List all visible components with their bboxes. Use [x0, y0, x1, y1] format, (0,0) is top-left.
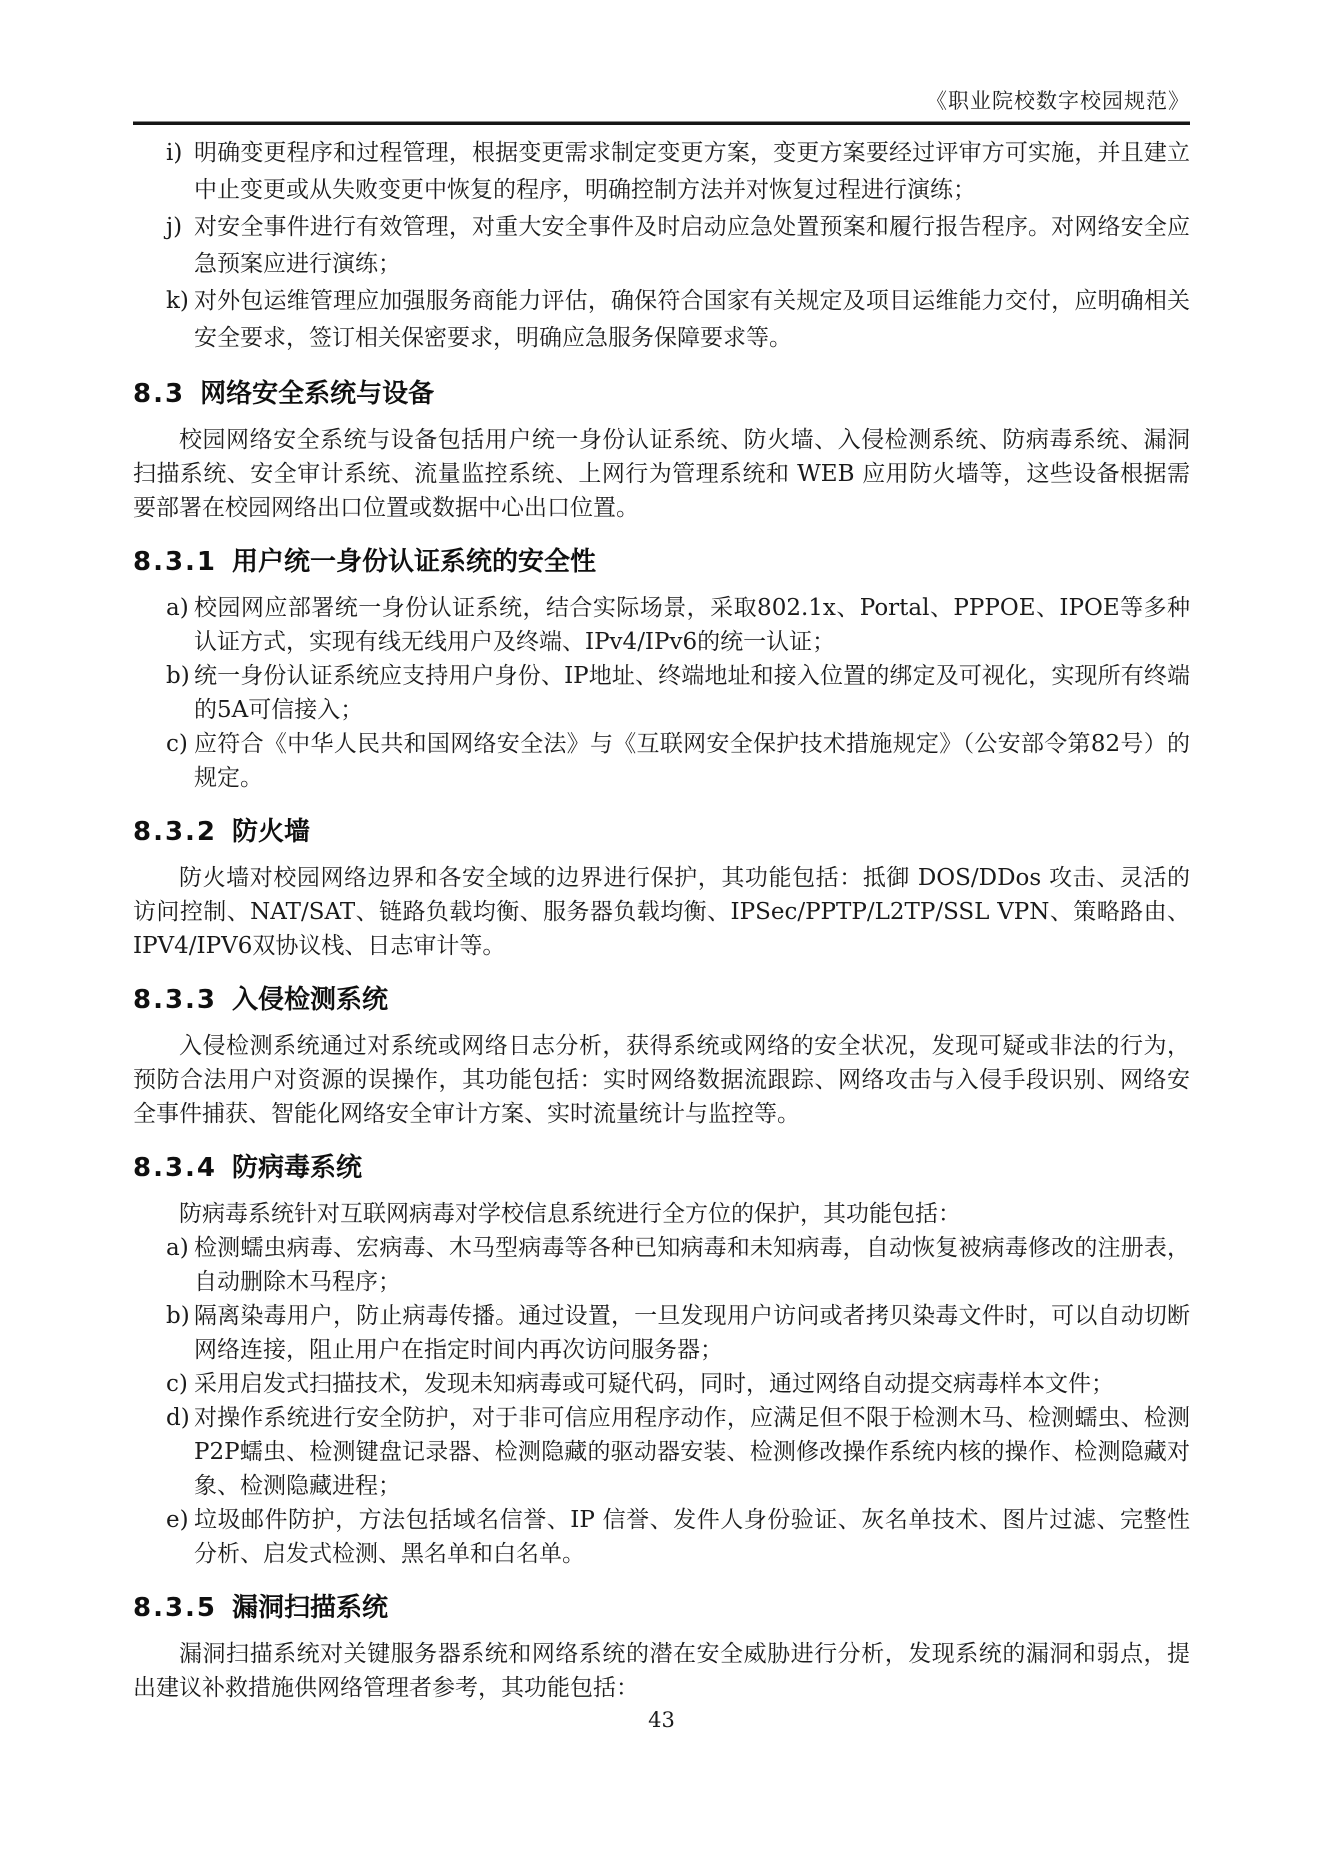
clause-item-a — [133, 1231, 1190, 1299]
section-title: 网络安全系统与设备 — [200, 379, 435, 409]
clause-text: 采用启发式扫描技术，发现未知病毒或可疑代码，同时，通过网络自动提交病毒样本文件； — [194, 1371, 1114, 1397]
section-8-3-4-heading — [133, 1153, 1190, 1183]
section-8-3-5-paragraph: 漏洞扫描系统对关键服务器系统和网络系统的潜在安全威胁进行分析，发现系统的漏洞和弱点，提出建议补救措施供网络管理者参考，其功能包括： — [133, 1641, 1190, 1701]
clause-list-i-k — [133, 135, 1190, 357]
clause-label: k) — [166, 288, 189, 314]
section-8-3-3-heading — [133, 985, 1190, 1015]
section-number: 8.3.5 — [133, 1593, 218, 1623]
section-title: 入侵检测系统 — [232, 985, 389, 1015]
section-8-3-5-heading — [133, 1593, 1190, 1623]
section-8-3-3-paragraph: 入侵检测系统通过对系统或网络日志分析，获得系统或网络的安全状况，发现可疑或非法的行为，预防合法用户对资源的误操作，其功能包括：实时网络数据流跟踪、网络攻击与入侵手段识别、网络安全事件捕获、智能化网络安全审计方案、实时流量统计与监控等。 — [133, 1033, 1190, 1127]
section-number: 8.3.2 — [133, 817, 218, 847]
clause-label: a) — [166, 1235, 189, 1261]
clause-item-c — [133, 1367, 1190, 1401]
clause-item-a — [133, 591, 1190, 659]
clause-list-8-3-1 — [133, 591, 1190, 795]
clause-label: c) — [166, 731, 188, 757]
clause-label: a) — [166, 595, 189, 621]
section-title: 防病毒系统 — [232, 1153, 363, 1183]
clause-label: j) — [166, 214, 183, 240]
section-title: 防火墙 — [232, 817, 311, 847]
clause-list-8-3-4 — [133, 1231, 1190, 1571]
section-number: 8.3.3 — [133, 985, 218, 1015]
section-8-3-2-heading — [133, 817, 1190, 847]
clause-text: 明确变更程序和过程管理，根据变更需求制定变更方案，变更方案要经过评审方可实施，并且建立中止变更或从失败变更中恢复的程序，明确控制方法并对恢复过程进行演练； — [194, 140, 1190, 203]
section-8-3-paragraph: 校园网络安全系统与设备包括用户统一身份认证系统、防火墙、入侵检测系统、防病毒系统、漏洞扫描系统、安全审计系统、流量监控系统、上网行为管理系统和 WEB 应用防火墙等，这些设备根据需要部署在校园网络出口位置或数据中心出口位置。 — [133, 427, 1190, 521]
section-number: 8.3.4 — [133, 1153, 218, 1183]
clause-item-k — [133, 283, 1190, 357]
clause-label: e) — [166, 1507, 189, 1533]
clause-text: 垃圾邮件防护，方法包括域名信誉、IP 信誉、发件人身份验证、灰名单技术、图片过滤、完整性分析、启发式检测、黑名单和白名单。 — [194, 1507, 1190, 1567]
clause-text: 对安全事件进行有效管理，对重大安全事件及时启动应急处置预案和履行报告程序。对网络安全应急预案应进行演练； — [194, 214, 1190, 277]
clause-text: 检测蠕虫病毒、宏病毒、木马型病毒等各种已知病毒和未知病毒，自动恢复被病毒修改的注册表，自动删除木马程序； — [194, 1235, 1190, 1295]
clause-label: b) — [166, 663, 190, 689]
section-8-3-2-paragraph: 防火墙对校园网络边界和各安全域的边界进行保护，其功能包括：抵御 DOS/DDos 攻击、灵活的访问控制、NAT/SAT、链路负载均衡、服务器负载均衡、IPSec/PPTP/L2TP/SSL VPN、策略路由、IPV4/IPV6双协议栈、日志审计等。 — [133, 865, 1190, 959]
section-8-3-heading — [133, 379, 1190, 409]
clause-label: i) — [166, 140, 183, 166]
clause-text: 对操作系统进行安全防护，对于非可信应用程序动作，应满足但不限于检测木马、检测蠕虫、检测P2P蠕虫、检测键盘记录器、检测隐藏的驱动器安装、检测修改操作系统内核的操作、检测隐藏对象、检测隐藏进程； — [194, 1405, 1190, 1499]
section-8-3-1-heading — [133, 547, 1190, 577]
section-8-3-4-intro: 防病毒系统针对互联网病毒对学校信息系统进行全方位的保护，其功能包括： — [179, 1201, 961, 1227]
clause-label: d) — [166, 1405, 190, 1431]
clause-text: 统一身份认证系统应支持用户身份、IP地址、终端地址和接入位置的绑定及可视化，实现所有终端的5A可信接入； — [194, 663, 1190, 723]
header-rule — [133, 121, 1190, 125]
clause-label: c) — [166, 1371, 188, 1397]
clause-item-i — [133, 135, 1190, 209]
clause-item-c — [133, 727, 1190, 795]
clause-text: 对外包运维管理应加强服务商能力评估，确保符合国家有关规定及项目运维能力交付，应明确相关安全要求，签订相关保密要求，明确应急服务保障要求等。 — [194, 288, 1190, 351]
page-number: 43 — [648, 1708, 675, 1732]
page-header — [133, 88, 1190, 125]
clause-item-j — [133, 209, 1190, 283]
section-title: 用户统一身份认证系统的安全性 — [232, 547, 597, 577]
clause-item-e — [133, 1503, 1190, 1571]
section-number: 8.3.1 — [133, 547, 218, 577]
clause-text: 校园网应部署统一身份认证系统，结合实际场景，采取802.1x、Portal、PPPOE、IPOE等多种认证方式，实现有线无线用户及终端、IPv4/IPv6的统一认证； — [194, 595, 1190, 655]
section-title: 漏洞扫描系统 — [232, 1593, 389, 1623]
clause-item-b — [133, 1299, 1190, 1367]
clause-item-d — [133, 1401, 1190, 1503]
clause-text: 应符合《中华人民共和国网络安全法》与《互联网安全保护技术措施规定》（公安部令第82号）的规定。 — [194, 731, 1190, 791]
header-title: 《职业院校数字校园规范》 — [926, 89, 1190, 113]
clause-item-b — [133, 659, 1190, 727]
clause-text: 隔离染毒用户，防止病毒传播。通过设置，一旦发现用户访问或者拷贝染毒文件时，可以自动切断网络连接，阻止用户在指定时间内再次访问服务器； — [194, 1303, 1190, 1363]
clause-label: b) — [166, 1303, 190, 1329]
section-number: 8.3 — [133, 379, 186, 409]
